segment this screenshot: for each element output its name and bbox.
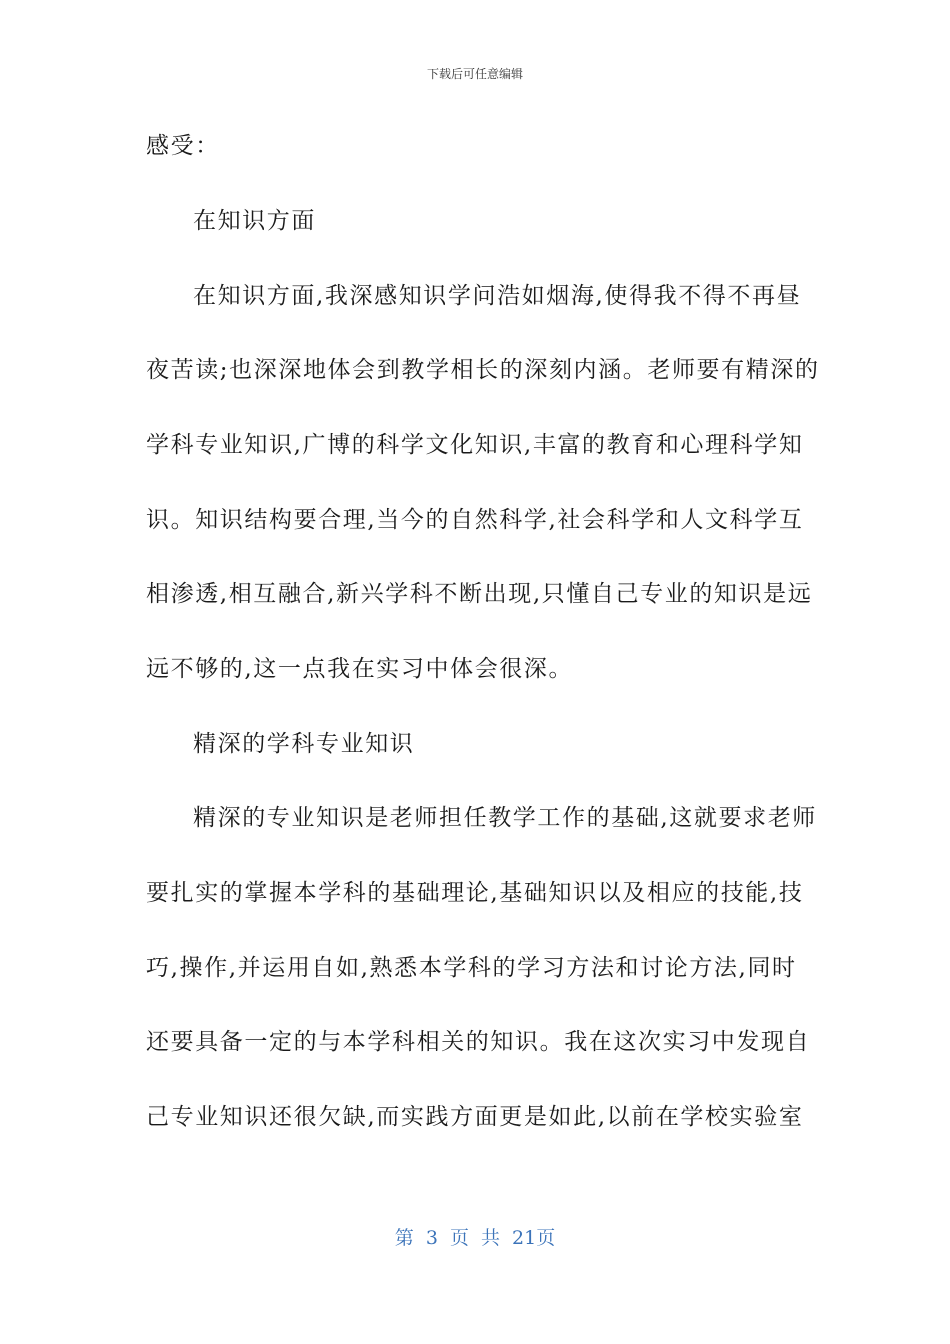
section-heading: 精深的学科专业知识 <box>193 731 415 757</box>
paragraph-line: 精深的专业知识是老师担任教学工作的基础,这就要求老师 <box>193 805 817 831</box>
paragraph-line: 识。知识结构要合理,当今的自然科学,社会科学和人文科学互 <box>146 507 804 533</box>
page-number: 第 3 页 共 21页 <box>394 1227 556 1249</box>
paragraph-line: 学科专业知识,广博的科学文化知识,丰富的教育和心理科学知 <box>146 432 804 458</box>
paragraph-line: 要扎实的掌握本学科的基础理论,基础知识以及相应的技能,技 <box>146 880 804 906</box>
paragraph-line: 夜苦读;也深深地体会到教学相长的深刻内涵。老师要有精深的 <box>146 357 820 383</box>
paragraph-line: 感受： <box>146 133 220 159</box>
paragraph-line: 远不够的,这一点我在实习中体会很深。 <box>146 656 574 682</box>
section-heading: 在知识方面 <box>193 208 316 234</box>
paragraph-line: 相渗透,相互融合,新兴学科不断出现,只懂自己专业的知识是远 <box>146 581 813 607</box>
paragraph-line: 巧,操作,并运用自如,熟悉本学科的学习方法和讨论方法,同时 <box>146 955 797 981</box>
paragraph-line: 己专业知识还很欠缺,而实践方面更是如此,以前在学校实验室 <box>146 1104 804 1130</box>
header-note: 下载后可任意编辑 <box>426 67 523 81</box>
paragraph-line: 在知识方面,我深感知识学问浩如烟海,使得我不得不再昼 <box>193 283 802 309</box>
paragraph-line: 还要具备一定的与本学科相关的知识。我在这次实习中发现自 <box>146 1029 811 1055</box>
